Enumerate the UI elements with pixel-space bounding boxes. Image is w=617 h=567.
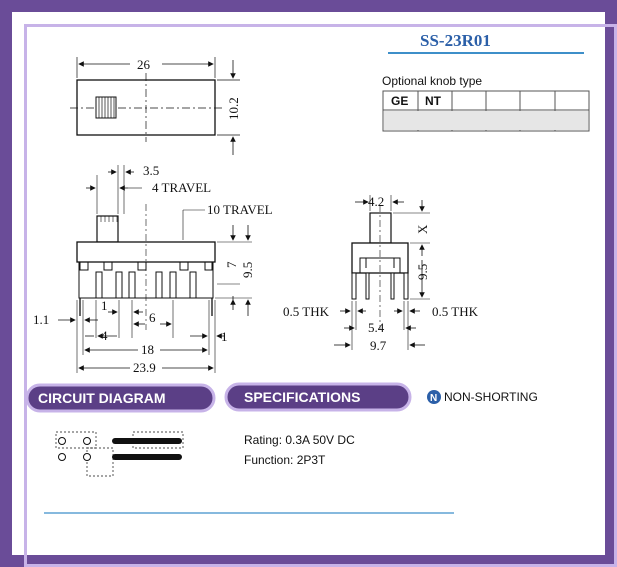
dim-width-9-7: 9.7: [370, 338, 387, 353]
dim-travel-4: 4 TRAVEL: [152, 180, 212, 195]
non-shorting-badge-icon: N: [430, 393, 438, 404]
dim-thk-right: 0.5 THK: [432, 304, 478, 319]
contact-bar-bottom: [112, 454, 182, 460]
dim-x: X: [415, 224, 430, 234]
slider-knob-top: [96, 97, 116, 118]
dim-length-26: 26: [137, 57, 150, 72]
knob-table: [383, 91, 589, 131]
dim-thk-left: 0.5 THK: [283, 304, 329, 319]
knob-code-2: NT: [425, 94, 441, 108]
specifications-header: [226, 384, 410, 410]
spec-function: Function: 2P3T: [244, 453, 326, 467]
specifications-title: SPECIFICATIONS: [244, 389, 361, 405]
dim-1-1: 1.1: [33, 312, 50, 327]
dim-knob-width-3-5: 3.5: [143, 163, 160, 178]
side-view: [33, 163, 273, 375]
non-shorting-label: [427, 390, 538, 404]
dim-pin-6: 6: [149, 310, 156, 325]
knob-code-1: GE: [391, 94, 409, 108]
part-number-title: SS-23R01: [420, 31, 491, 50]
dim-4: 4: [101, 328, 108, 343]
circuit-diagram: [56, 432, 183, 476]
knob-caption: Optional knob type: [382, 74, 483, 88]
spec-rating: Rating: 0.3A 50V DC: [244, 433, 355, 447]
dim-23-9: 23.9: [133, 360, 156, 375]
dim-18: 18: [141, 342, 154, 357]
dim-9-5-side: 9.5: [240, 261, 255, 278]
non-shorting-text: NON-SHORTING: [444, 390, 538, 404]
dim-pitch-5-4: 5.4: [368, 320, 385, 335]
dim-top-width-4-2: 4.2: [368, 194, 385, 209]
dim-travel-10: 10 TRAVEL: [207, 202, 273, 217]
dim-pin-1-right: 1: [221, 329, 228, 344]
end-view: [283, 194, 479, 353]
contact-bar-top: [112, 438, 182, 444]
circuit-diagram-title: CIRCUIT DIAGRAM: [38, 390, 166, 406]
dim-9-5-end: 9.5: [415, 263, 430, 280]
top-view: [70, 57, 241, 155]
dim-pin-1: 1: [101, 298, 108, 313]
dim-7: 7: [224, 261, 239, 268]
dim-height-10-2: 10.2: [226, 97, 241, 120]
circuit-diagram-header: [27, 385, 214, 411]
